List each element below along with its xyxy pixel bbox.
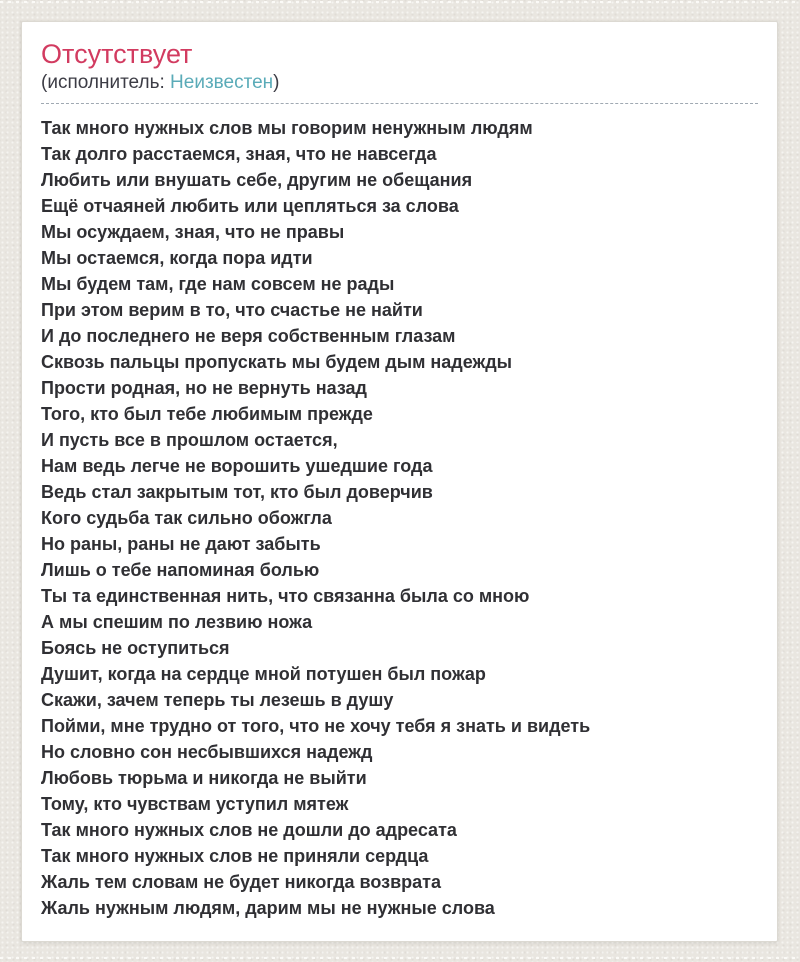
content-card xyxy=(21,21,778,942)
lyric-line: Любовь тюрьма и никогда не выйти xyxy=(41,768,367,788)
lyric-line: При этом верим в то, что счастье не найти xyxy=(41,300,423,320)
lyric-line: Тому, кто чувствам уступил мятеж xyxy=(41,794,349,814)
lyric-line: Так много нужных слов не приняли сердца xyxy=(41,846,429,866)
song-title: Отсутствует xyxy=(41,39,193,69)
lyric-line: Так много нужных слов мы говорим ненужным людям xyxy=(41,118,533,138)
lyric-line: Мы остаемся, когда пора идти xyxy=(41,248,313,268)
lyric-line: Так много нужных слов не дошли до адресата xyxy=(41,820,457,840)
lyric-line: Боясь не оступиться xyxy=(41,638,230,658)
lyric-line: Жаль тем словам не будет никогда возврата xyxy=(41,872,441,892)
artist-link[interactable]: Неизвестен xyxy=(170,72,274,93)
lyric-line: Душит, когда на сердце мной потушен был пожар xyxy=(41,664,486,684)
lyric-line: Сквозь пальцы пропускать мы будем дым надежды xyxy=(41,352,513,372)
lyric-line: Кого судьба так сильно обожгла xyxy=(41,508,332,528)
lyric-line: Но словно сон несбывшихся надежд xyxy=(41,742,373,762)
lyric-line: Скажи, зачем теперь ты лезешь в душу xyxy=(41,690,394,710)
song-header xyxy=(22,22,777,104)
lyric-line: Пойми, мне трудно от того, что не хочу тебя я знать и видеть xyxy=(41,716,591,736)
lyric-line: Лишь о тебе напоминая болью xyxy=(41,560,320,580)
lyric-line: Ты та единственная нить, что связанна была со мною xyxy=(41,586,530,606)
lyric-line: И пусть все в прошлом остается, xyxy=(41,430,338,450)
artist-line xyxy=(41,72,758,104)
artist-label-prefix: (исполнитель: xyxy=(41,72,171,93)
lyrics-text xyxy=(22,104,777,921)
lyric-line: Но раны, раны не дают забыть xyxy=(41,534,321,554)
lyric-line: А мы спешим по лезвию ножа xyxy=(41,612,313,632)
lyric-line: Мы будем там, где нам совсем не рады xyxy=(41,274,395,294)
artist-label-suffix: ) xyxy=(273,72,280,93)
lyric-line: Мы осуждаем, зная, что не правы xyxy=(41,222,345,242)
lyric-line: И до последнего не веря собственным глазам xyxy=(41,326,456,346)
lyric-line: Жаль нужным людям, дарим мы не нужные слова xyxy=(41,898,495,918)
lyric-line: Того, кто был тебе любимым прежде xyxy=(41,404,373,424)
lyric-line: Любить или внушать себе, другим не обещания xyxy=(41,170,473,190)
lyric-line: Нам ведь легче не ворошить ушедшие года xyxy=(41,456,433,476)
lyric-line: Прости родная, но не вернуть назад xyxy=(41,378,367,398)
lyric-line: Ведь стал закрытым тот, кто был доверчив xyxy=(41,482,433,502)
lyric-line: Ещё отчаяней любить или цепляться за слова xyxy=(41,196,459,216)
lyric-line: Так долго расстаемся, зная, что не навсегда xyxy=(41,144,437,164)
